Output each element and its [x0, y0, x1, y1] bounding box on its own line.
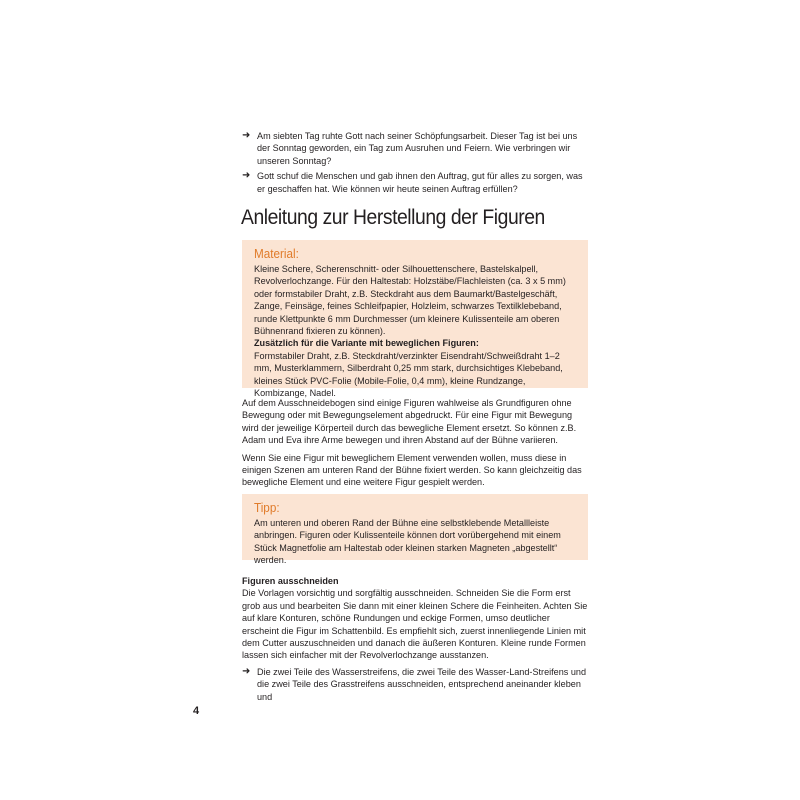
arrow-icon: ➜	[242, 130, 251, 141]
paragraph-1: Auf dem Ausschneidebogen sind einige Figuren wahlweise als Grundfiguren ohne Bewegung oder mit Bewegungselement abgedruckt. Für eine Figur mit Bewegung wird der jeweilige Körperteil durch das bewegliche Element ersetzt. So können z.B. Adam und Eva ihre Arme bewegen und ihren Abstand auf der Bühne variieren.	[242, 398, 577, 446]
material-box	[242, 240, 588, 399]
material-subtext: Formstabiler Draht, z.B. Steckdraht/verzinkter Eisendraht/Schweißdraht 1–2 mm, Musterklammern, Silberdraht 0,25 mm stark, durchsichtiges Klebeband, kleines Stück PVC-Folie (Mobile-Folie, 0,4 mm), kleine Rundzange, Kombizange, Nadel.	[254, 350, 563, 399]
bullet-text: Am siebten Tag ruhte Gott nach seiner Schöpfungsarbeit. Dieser Tag ist bei uns der Sonntag geworden, ein Tag zum Ausruhen und Feiern. Wie verbringen wir unseren Sonntag?	[257, 131, 578, 166]
cutting-bullet	[242, 666, 588, 703]
bullet-text: Die zwei Teile des Wasserstreifens, die zwei Teile des Wasser-Land-Streifens und die zwei Teile des Grasstreifens ausschneiden, entsprechend aneinander kleben und	[257, 666, 587, 702]
intro-bullet-2	[242, 170, 588, 195]
arrow-icon: ➜	[242, 170, 251, 182]
material-subheading: Zusätzlich für die Variante mit beweglichen Figuren:	[254, 338, 479, 349]
cutting-text: Die Vorlagen vorsichtig und sorgfältig ausschneiden. Schneiden Sie die Form erst grob aus und bearbeiten Sie dann mit einer kleinen Schere die Feinheiten. Achten Sie auf klare Konturen, schöne Rundungen und eckige Formen, umso deutlicher erscheint die Figur im Schattenbild. Es empfiehlt sich, zuerst innenliegende Linien mit dem Cutter auszuschneiden und danach die äußeren Konturen. Kleine runde Formen lassen sich einfacher mit der Revolverlochzange ausstanzen.	[242, 588, 588, 661]
intro-bullet-list	[242, 130, 588, 195]
tip-text: Am unteren und oberen Rand der Bühne eine selbstklebende Metallleiste anbringen. Figuren oder Kulissenteile können dort vorübergehend mit einem Stück Magnetfolie am Haltestab oder kleinen starken Magneten „abgestellt“ werden.	[254, 518, 561, 566]
material-box-title: Material:	[254, 246, 299, 261]
bullet-text: Gott schuf die Menschen und gab ihnen den Auftrag, gut für alles zu sorgen, was er geschaffen hat. Wie können wir heute seinen Auftrag erfüllen?	[257, 171, 583, 194]
body-paragraphs	[242, 397, 588, 489]
cutting-heading: Figuren ausschneiden	[242, 576, 339, 586]
intro-bullet-1	[242, 130, 588, 167]
cutting-section	[242, 575, 588, 703]
paragraph-2: Wenn Sie eine Figur mit beweglichem Element verwenden wollen, muss diese in einigen Szenen am unteren Rand der Bühne fixiert werden. So kann gleichzeitig das bewegliche Element und eine weitere Figur gespielt werden.	[242, 452, 582, 488]
tip-box	[242, 494, 588, 566]
page-number: 4	[193, 705, 200, 717]
arrow-icon: ➜	[242, 665, 251, 677]
tip-box-title: Tipp:	[254, 500, 280, 515]
section-heading: Anleitung zur Herstellung der Figuren	[241, 205, 545, 229]
material-text: Kleine Schere, Scherenschnitt- oder Silhouettenschere, Bastelskalpell, Revolverlochzange. Für den Haltestab: Holzstäbe/Flachleisten (ca. 3 x 5 mm) oder formstabiler Draht, z.B. Steckdraht aus dem Baumarkt/Bastelgeschäft, Zange, Feinsäge, feines Schleifpapier, Holzleim, schwarzes Textilklebeband, runde Klettpunkte 6 mm Durchmesser (um kleinere Kulissenteile am oberen Bühnenrand fixieren zu können).	[254, 264, 566, 337]
